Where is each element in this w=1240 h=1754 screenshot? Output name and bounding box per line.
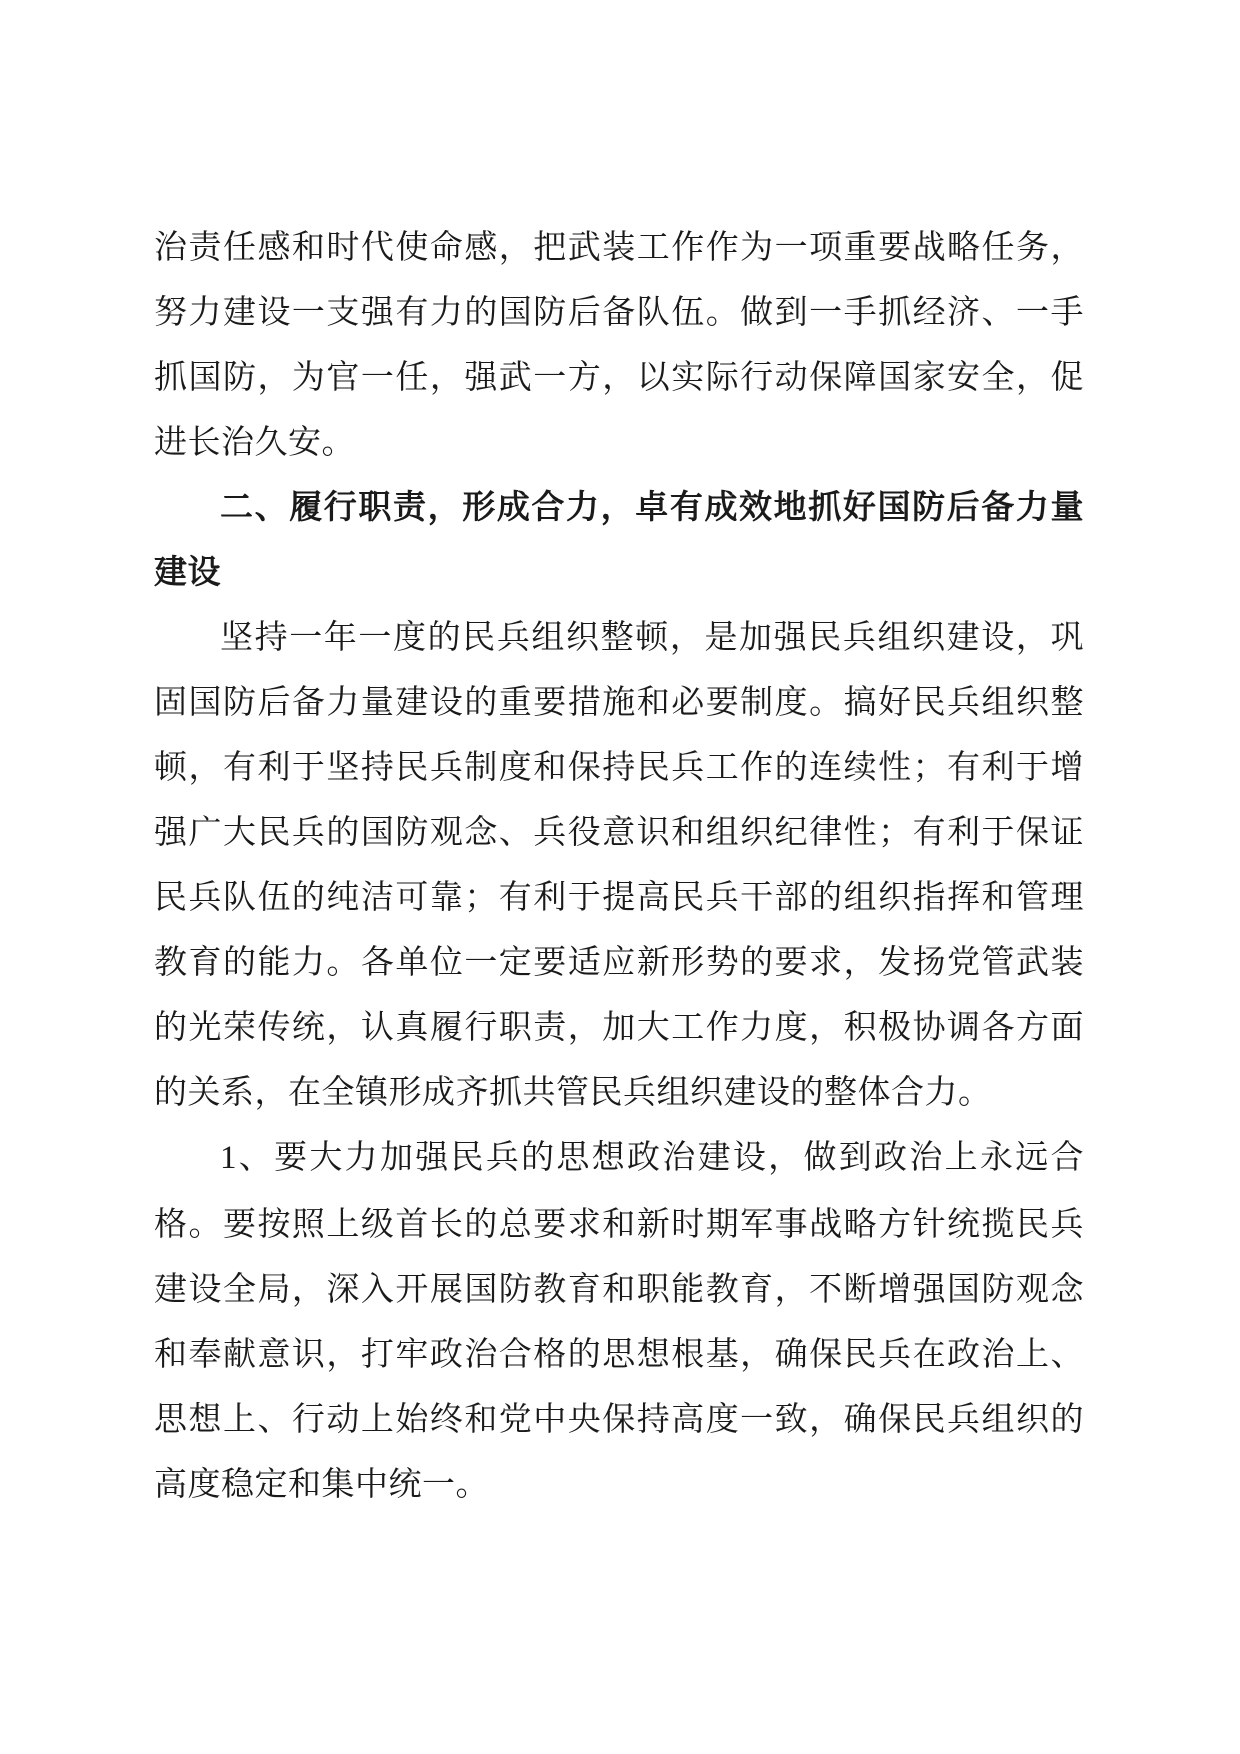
section-heading: 二、履行职责，形成合力，卓有成效地抓好国防后备力量建设 (154, 487, 1084, 591)
paragraph-militia-rectification: 坚持一年一度的民兵组织整顿，是加强民兵组织建设，巩固国防后备力量建设的重要措施和必要制度。搞好民兵组织整顿，有利于坚持民兵制度和保持民兵工作的连续性；有利于增强广大民兵的国防观念、兵役意识和组织纪律性；有利于保证民兵队伍的纯洁可靠；有利于提高民兵干部的组织指挥和管理教育的能力。各单位一定要适应新形势的要求，发扬党管武装的光荣传统，认真履行职责，加大工作力度，积极协调各方面的关系，在全镇形成齐抓共管民兵组织建设的整体合力。 (154, 617, 1084, 1111)
document-body (154, 214, 1084, 1516)
item-text: 、要大力加强民兵的思想政治建设，做到政治上永远合格。要按照上级首长的总要求和新时期军事战略方针统揽民兵建设全局，深入开展国防教育和职能教育，不断增强国防观念和奉献意识，打牢政治合格的思想根基，确保民兵在政治上、思想上、行动上始终和党中央保持高度一致，确保民兵组织的高度稳定和集中统一。 (154, 1137, 1084, 1503)
paragraph-continuation: 治责任感和时代使命感，把武装工作作为一项重要战略任务，努力建设一支强有力的国防后备队伍。做到一手抓经济、一手抓国防，为官一任，强武一方，以实际行动保障国家安全，促进长治久安。 (154, 227, 1084, 461)
item-number: 1 (220, 1140, 237, 1176)
paragraph-item-one (154, 1124, 1084, 1516)
